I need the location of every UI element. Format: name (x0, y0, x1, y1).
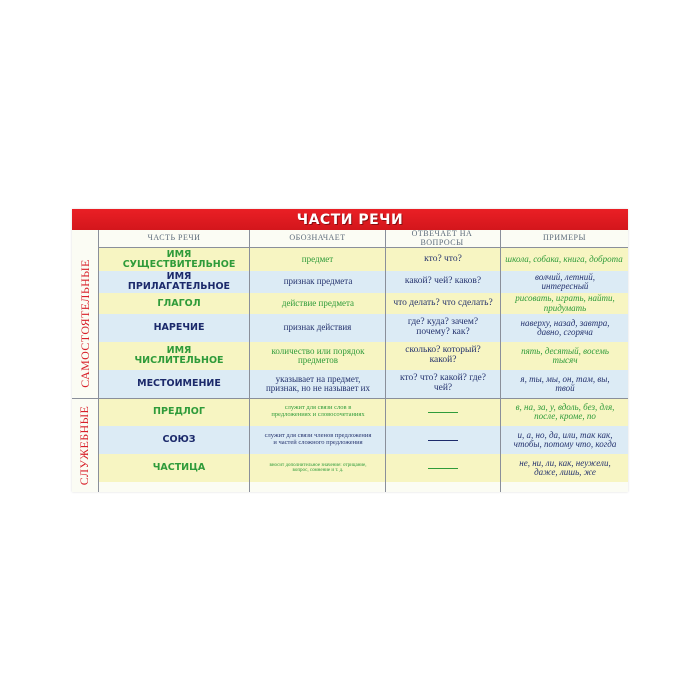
card-title: ЧАСТИ РЕЧИ (296, 211, 404, 228)
dash-icon (428, 412, 458, 413)
group-label-independent: САМОСТОЯТЕЛЬНЫЕ (77, 258, 92, 388)
part-meaning: признак предмета (283, 276, 353, 287)
part-examples: пять, десятый, восемь тысяч (521, 345, 609, 365)
part-questions: кто? что? какой? где? чей? (400, 373, 486, 393)
header-examples: ПРИМЕРЫ (543, 233, 586, 243)
part-name: ГЛАГОЛ (157, 297, 201, 309)
part-meaning: служит для связи слов в предложениях и словосочетаниях (271, 404, 365, 418)
part-questions: что делать? что сделать? (393, 297, 493, 308)
part-meaning: признак действия (283, 322, 352, 333)
part-meaning: указывает на предмет, признак, но не называет их (265, 373, 371, 393)
part-examples: рисовать, играть, найти, придумать (515, 293, 615, 313)
part-name: ИМЯ СУЩЕСТВИТЕЛЬНОЕ (122, 248, 236, 270)
header-meaning: ОБОЗНАЧАЕТ (289, 233, 346, 243)
title-bar (72, 209, 628, 230)
part-meaning: действие предмета (281, 297, 355, 308)
part-examples: школа, собака, книга, доброта (505, 253, 623, 264)
part-name: ИМЯ ЧИСЛИТЕЛЬНОЕ (134, 345, 224, 366)
part-examples: волчий, летний, интересный (535, 271, 595, 291)
part-questions: кто? что? (424, 253, 462, 264)
part-questions (386, 454, 500, 482)
part-name: СОЮЗ (162, 434, 196, 446)
part-examples: не, ни, ли, как, неужели, даже, лишь, же (519, 457, 611, 477)
dash-icon (428, 440, 458, 441)
part-meaning: вносит дополнительное значение: отрицание, вопрос, сомнение и т. д. (269, 462, 367, 473)
part-name: ПРЕДЛОГ (153, 406, 205, 418)
part-examples: наверху, назад, завтра, давно, сгоряча (520, 317, 610, 337)
divider (500, 230, 501, 492)
part-questions (386, 398, 500, 426)
part-meaning: служит для связи членов предложения и частей сложного предложения (264, 432, 372, 446)
part-examples: в, на, за, у, вдоль, без, для, после, кроме, по (515, 401, 615, 421)
part-questions: какой? чей? каков? (404, 276, 482, 287)
parts-of-speech-card (72, 209, 628, 492)
part-examples: я, ты, мы, он, там, вы, твой (520, 373, 610, 393)
part-name: МЕСТОИМЕНИЕ (137, 378, 221, 390)
part-examples: и, а, но, да, или, так как, чтобы, потому что, когда (513, 429, 617, 449)
part-questions: где? куда? зачем? почему? как? (407, 317, 479, 337)
divider (98, 230, 99, 492)
part-questions: сколько? который? какой? (405, 345, 481, 365)
part-name: ЧАСТИЦА (152, 462, 206, 474)
group-label-auxiliary: СЛУЖЕБНЫЕ (77, 405, 92, 486)
part-name: ИМЯ ПРИЛАГАТЕЛЬНОЕ (127, 271, 231, 292)
header-part: ЧАСТЬ РЕЧИ (147, 233, 201, 243)
dash-icon (428, 468, 458, 469)
part-meaning: количество или порядок предметов (271, 345, 365, 365)
part-meaning: предмет (301, 253, 334, 264)
part-name: НАРЕЧИЕ (153, 322, 205, 334)
header-questions: ОТВЕЧАЕТ НА ВОПРОСЫ (411, 229, 473, 247)
part-questions (386, 426, 500, 454)
